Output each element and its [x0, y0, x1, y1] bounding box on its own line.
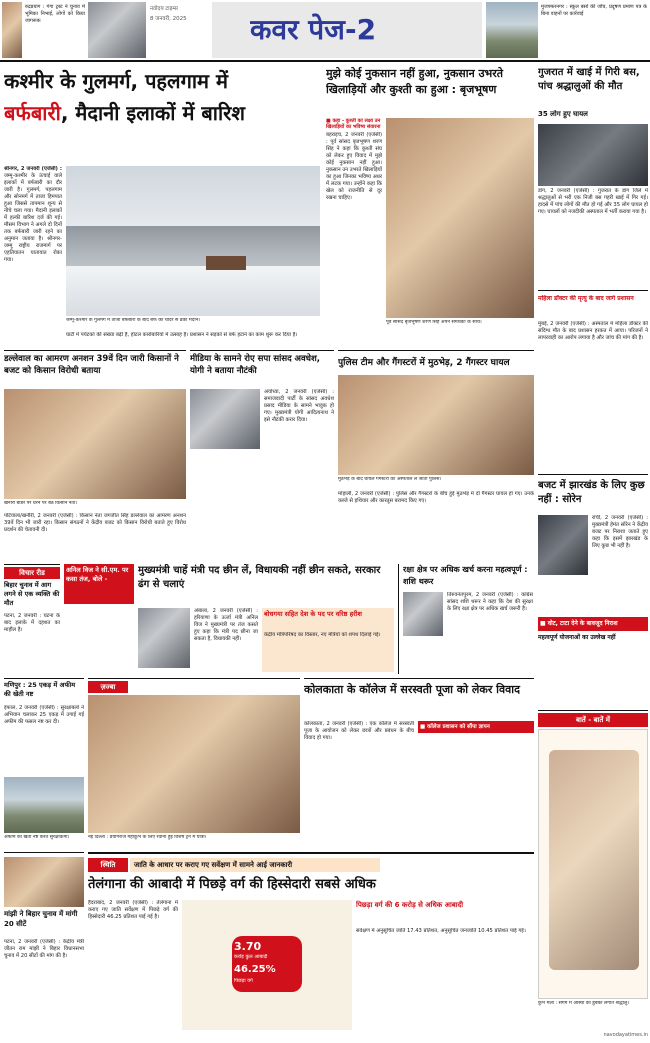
telangana-stat2-label: पिछड़ा वर्ग	[234, 978, 253, 984]
baaten-caption: कुंभ मेला : संगम में आस्था की डुबकी लगाते श्रद्धालु।	[538, 1001, 630, 1006]
cartoon	[538, 729, 648, 999]
right-brief-photo	[486, 2, 538, 58]
left-brief-photo	[2, 2, 22, 58]
left-brief-image	[88, 2, 146, 58]
telangana-box	[356, 900, 534, 1030]
brijbhushan-photo	[386, 118, 534, 318]
gujarat-body: डांग, 2 जनवरी (एजेंसी) : गुजरात के डांग जिले में श्रद्धालुओं से भरी एक निजी बस गहरी खाई में गिर गई। हादसे में पांच लोगों की मौत हो गई और 35 लोग घायल हो गए। घायलों को नजदीकी अस्पताल में भर्ती कराया गया है।	[538, 188, 648, 215]
baaten-column	[538, 710, 648, 1030]
train-photo-block	[88, 678, 300, 848]
telangana-box-body: सर्वेक्षण में अनुसूचित जाति 17.43 प्रतिशत, अनुसूचित जनजाति 10.45 प्रतिशत पाई गई।	[356, 928, 526, 934]
tharoor-headline: रक्षा क्षेत्र पर अधिक खर्च करना महत्वपूर्ण : शशि थरूर	[403, 565, 528, 586]
manipur-body: इंफाल, 2 जनवरी (एजेंसी) : सुरक्षाबलों ने अभियान चलाकर 25 एकड़ में उगाई गई अफीम की फसल नष्ट कर दी।	[4, 705, 84, 725]
telangana-box-head: पिछड़ा वर्ग की 6 करोड़ से अधिक आबादी	[356, 901, 464, 909]
lead-body-text: जम्मू-कश्मीर के ऊंचाई वाले इलाकों में बर्फबारी का दौर जारी है। गुलमर्ग, पहलगाम और सोनमर्ग में ताजा हिमपात हुआ जिससे तापमान शून्य से नीचे चला गया। मैदानी इलाकों में हल्की बारिश दर्ज की गई। मौसम विभाग ने अगले दो दिनों तक बर्फबारी जारी रहने का अनुमान जताया है। श्रीनगर-जम्मू राष्ट्रीय राजमार्ग पर एहतियातन यातायात रोका गया।	[4, 173, 62, 263]
manipur-photo	[4, 777, 84, 833]
jharkhand-subhead: महत्वपूर्ण योजनाओं का उल्लेख नहीं	[538, 634, 616, 641]
page-title-band	[212, 2, 482, 58]
gujarat-story	[538, 66, 648, 286]
doctor-body: मुंबई, 2 जनवरी (एजेंसी) : अस्पताल में महिला डॉक्टर की संदिग्ध मौत के बाद प्रशासन हरकत में आया। परिजनों ने लापरवाही का आरोप लगाया है और जांच की मांग की है।	[538, 321, 648, 341]
anil-tag-box	[64, 564, 134, 604]
snow-photo-hut	[206, 256, 246, 270]
kolkata-story	[304, 678, 534, 848]
akhilesh-story	[190, 350, 334, 560]
page-title: कवर पेज-2	[250, 13, 377, 46]
akhilesh-photo	[190, 389, 260, 449]
vichar-body: पटना, 2 जनवरी : घटना के बाद इलाके में दहशत का माहौल है।	[4, 613, 60, 633]
telangana-stat2: 46.25%	[234, 964, 276, 975]
kisan-body: पटियाला/खनौरी, 2 जनवरी (एजेंसी) : किसान नेता जगजीत सिंह डल्लेवाल का आमरण अनशन 39वें दिन भी जारी रहा। किसान संगठनों ने केंद्रीय बजट को किसान विरोधी बताते हुए विरोध प्रदर्शन की चेतावनी दी।	[4, 513, 186, 533]
manjhi-headline: मांझी ने बिहार चुनाव में मांगी 20 सीटें	[4, 910, 78, 928]
cartoon-art	[549, 750, 639, 970]
snow-photo	[66, 166, 320, 316]
tharoor-photo	[403, 592, 443, 636]
tharoor-story	[398, 564, 534, 674]
manipur-story	[4, 678, 84, 848]
lead-headline-red: बर्फबारी	[4, 101, 61, 125]
telangana-body: हैदराबाद, 2 जनवरी (एजेंसी) : तेलंगाना में कराए गए जाति सर्वेक्षण में पिछड़े वर्ग की हिस्सेदारी 46.25 प्रतिशत पाई गई है।	[88, 900, 178, 920]
lead-headline-2	[4, 96, 322, 130]
police-body: मोहाली, 2 जनवरी (एजेंसी) : पुलिस और गैंगस्टरों के बीच हुई मुठभेड़ में दो गैंगस्टर घायल हो गए। उनके कब्जे से हथियार और कारतूस बरामद किए गए।	[338, 491, 534, 504]
kisan-photo	[4, 389, 186, 499]
telangana-map-box	[182, 900, 352, 1030]
brijbhushan-kicker: ■ कहा - कुश्ती का लक्ष्य उन खिलाड़ियों का भविष्य संवारना	[326, 118, 381, 130]
telangana-subtag: जाति के आधार पर कराए गए सर्वेक्षण में सामने आई जानकारी	[130, 858, 380, 872]
police-headline: पुलिस टीम और गैंगस्टरों में मुठभेड़, 2 गैंगस्टर घायल	[338, 358, 510, 368]
jharkhand-body: रांची, 2 जनवरी (एजेंसी) : मुख्यमंत्री हेमंत सोरेन ने केंद्रीय बजट पर निराशा जताते हुए कहा कि इसमें झारखंड के लिए कुछ भी नहीं है।	[592, 515, 648, 549]
left-brief: रुद्रप्रयाग : गंगा ट्रस्ट ने चुनाव में भूमिका निभाई, लोगों को किया जागरूक	[25, 4, 85, 24]
vichar-story	[4, 564, 60, 674]
manipur-headline: मणिपुर : 25 एकड़ में अफीम की खेती नष्ट	[4, 681, 76, 698]
kisan-caption: खनौरी बॉर्डर पर धरने पर बैठे किसान नेता।	[4, 501, 78, 506]
telangana-story	[88, 852, 534, 1032]
paper-name: नवोदय टाइम्स	[150, 6, 178, 12]
brijbhushan-headline: मुझे कोई नुकसान नहीं हुआ, नुकसान उभरते खिलाड़ियों और कुश्ती का हुआ : बृजभूषण	[326, 67, 504, 96]
lead-headline-rest: , मैदानी इलाकों में बारिश	[60, 101, 245, 125]
anil-photo	[138, 608, 190, 668]
masthead	[0, 0, 650, 62]
kolkata-tag: ज़ज्बा	[88, 681, 128, 693]
kisan-headline: डल्लेवाल का आमरण अनशन 39वें दिन जारी किसानों ने बजट को किसान विरोधी बताया	[4, 354, 179, 376]
quote-headline: बोधगया सहित देश के पद पर वरिष्ठ हरीश	[264, 610, 362, 618]
gujarat-subhead: 35 लोग हुए घायल	[538, 110, 588, 118]
issue-date: 8 जनवरी, 2025	[150, 16, 187, 22]
right-brief: मुजफ्फरनगर : स्कूल बसों की जाँच, प्रदूषण प्रमाण पत्र के बिना वाहनों पर कार्रवाई	[541, 4, 647, 17]
jharkhand-story	[538, 474, 648, 706]
police-story	[338, 350, 534, 560]
akhilesh-headline: मीडिया के सामने रोए सपा सांसद अवधेश, योगी ने बताया नौटंकी	[190, 354, 321, 376]
soren-photo	[538, 515, 588, 575]
gujarat-headline: गुजरात में खाई में गिरी बस, पांच श्रद्धालुओं की मौत	[538, 67, 640, 92]
police-caption: मुठभेड़ के बाद घायल गैंगस्टरों को अस्पताल ले जाती पुलिस।	[338, 477, 442, 482]
snow-photo-trees	[66, 226, 320, 266]
vichar-tag: विचार रीड	[4, 567, 60, 579]
baaten-tag: बातें - बातें में	[538, 713, 648, 727]
kolkata-kicker: ■ कॉलेज प्रशासन को सौंपा ज्ञापन	[418, 721, 534, 733]
doctor-story	[538, 290, 648, 470]
train-photo	[88, 695, 300, 833]
anil-tag: अनिल विज ने सी.एम. पर कसा तंज, बोले -	[64, 564, 134, 604]
vichar-headline: बिहार चुनाव में आग लगने से एक व्यक्ति की मौत	[4, 581, 60, 607]
anil-story	[138, 564, 394, 674]
lead-story	[4, 66, 322, 346]
lead-headline-1: कश्मीर के गुलमर्ग, पहलगाम में	[4, 69, 228, 93]
jharkhand-headline: बजट में झारखंड के लिए कुछ नहीं : सोरेन	[538, 480, 645, 505]
masthead-rule	[0, 60, 650, 62]
manjhi-story	[4, 852, 84, 1032]
manjhi-photo	[4, 857, 84, 907]
manjhi-body: पटना, 2 जनवरी (एजेंसी) : केंद्रीय मंत्री जीतन राम मांझी ने बिहार विधानसभा चुनाव में 20 सीटों की मांग की है।	[4, 939, 84, 959]
telangana-tag: स्थिति	[88, 858, 128, 872]
lead-body-col2: घाटी में पर्यटकों की संख्या बढ़ी है, होटल कारोबारियों में उत्साह है। प्रशासन ने सड़कों से बर्फ हटाने का काम शुरू कर दिया है।	[66, 332, 298, 338]
brijbhushan-story	[326, 66, 534, 346]
brijbhushan-caption: पूर्व सांसद बृजभूषण शरण सिंह अपने समर्थकों के साथ।	[386, 320, 482, 325]
anil-body: अंबाला, 2 जनवरी (एजेंसी) : हरियाणा के ऊर्जा मंत्री अनिल विज ने मुख्यमंत्री पर तंज कसते हुए कहा कि मंत्री पद छीना जा सकता है, विधायकी नहीं।	[194, 608, 258, 642]
jharkhand-kicker: ■ वोट, टाटा देने के बावजूद निराश	[538, 617, 648, 631]
kolkata-body: कोलकाता, 2 जनवरी (एजेंसी) : एक कॉलेज में सरस्वती पूजा के आयोजन को लेकर छात्रों और प्रबंधन के बीच विवाद हो गया।	[304, 721, 414, 741]
tharoor-body: तिरुवनंतपुरम, 2 जनवरी (एजेंसी) : कांग्रेस सांसद शशि थरूर ने कहा कि देश की सुरक्षा के लिए रक्षा क्षेत्र पर अधिक खर्च जरूरी है।	[447, 592, 533, 612]
police-photo	[338, 375, 534, 475]
lead-body	[4, 166, 62, 338]
telangana-stat1: 3.70	[234, 940, 262, 953]
brijbhushan-body: बहराइच, 2 जनवरी (एजेंसी) : पूर्व सांसद बृजभूषण शरण सिंह ने कहा कि कुश्ती संघ को लेकर हुए विवाद में मुझे कोई नुकसान नहीं हुआ। नुकसान उन उभरते खिलाड़ियों का हुआ जिनका भविष्य अधर में लटक गया। उन्होंने कहा कि खेल को राजनीति से दूर रखना चाहिए।	[326, 132, 382, 201]
train-caption: नई दिल्ली : प्रयागराज महाकुंभ के लिए रवाना हुई विशेष ट्रेन में यात्री।	[88, 835, 207, 840]
doctor-headline: महिला डॉक्टर की मृत्यु के बाद जागे प्रशासन	[538, 295, 634, 302]
telangana-stat1-label: करोड़ कुल आबादी	[234, 954, 268, 960]
quote-body: केंद्रीय मंत्रिपरिषद का विस्तार, नए मंत्रियों को शपथ दिलाई गई।	[264, 632, 381, 638]
kolkata-headline: कोलकाता के कॉलेज में सरस्वती पूजा को लेकर विवाद	[304, 683, 520, 696]
lead-dateline: श्रीनगर, 2 जनवरी (एजेंसी) :	[4, 166, 62, 172]
quote-box	[262, 608, 394, 672]
snow-photo-caption: जम्मू-कश्मीर के गुलमर्ग में ताजा बर्फबारी के बाद बर्फ की चादर से ढका मैदान।	[66, 318, 201, 323]
footer-url: navodayatimes.in	[603, 1032, 648, 1038]
kisan-story	[4, 350, 186, 560]
akhilesh-body: अयोध्या, 2 जनवरी (एजेंसी) : समाजवादी पार्टी के सांसद अवधेश प्रसाद मीडिया के सामने भावुक हो गए। मुख्यमंत्री योगी आदित्यनाथ ने इसे नौटंकी करार दिया।	[264, 389, 334, 423]
gujarat-photo	[538, 124, 648, 186]
manipur-caption: अफीम की खेती नष्ट करते सुरक्षाकर्मी।	[4, 835, 70, 840]
anil-headline: मुख्यमंत्री चाहें मंत्री पद छीन लें, विधायकी नहीं छीन सकते, सरकार ढंग से चलाएं	[138, 565, 381, 590]
telangana-headline: तेलंगाना की आबादी में पिछड़े वर्ग की हिस्सेदारी सबसे अधिक	[88, 877, 376, 892]
